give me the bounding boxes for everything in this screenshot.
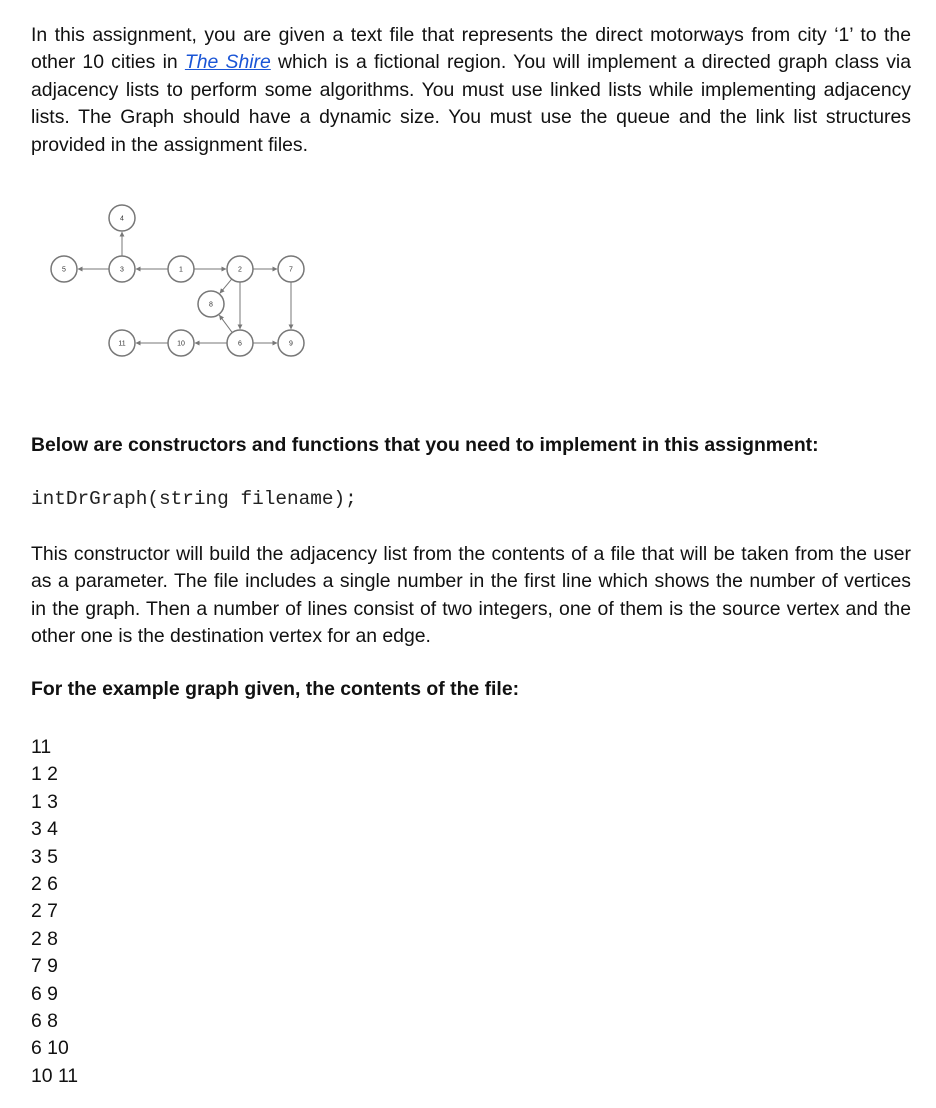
file-line: 1 3 — [31, 790, 58, 813]
graph-node-label: 9 — [289, 340, 293, 348]
example-heading: For the example graph given, the contents of the file: — [31, 678, 520, 700]
graph-node-label: 1 — [179, 266, 183, 274]
graph-node-9 — [278, 330, 304, 356]
file-line: 3 4 — [31, 818, 58, 841]
graph-node-label: 7 — [289, 266, 293, 274]
graph-node-label: 11 — [118, 340, 126, 348]
file-line: 11 — [31, 736, 52, 758]
intro-text-before: In this assignment, you are given a text file that represents the direct motorways from city ‘1’ to the other 10 cities in — [31, 24, 911, 74]
file-line: 6 8 — [31, 1010, 58, 1033]
graph-node-label: 8 — [209, 301, 213, 309]
file-line: 3 5 — [31, 845, 58, 868]
graph-node-label: 4 — [120, 215, 124, 223]
file-line: 1 2 — [31, 763, 58, 786]
example-graph-diagram — [40, 196, 340, 366]
graph-edge-2-8 — [220, 279, 232, 293]
file-line: 2 7 — [31, 900, 58, 923]
graph-node-4 — [109, 205, 135, 231]
file-line: 2 6 — [31, 873, 58, 896]
graph-edge-6-8 — [219, 315, 232, 332]
file-line: 10 11 — [31, 1064, 79, 1087]
graph-node-7 — [278, 256, 304, 282]
graph-node-8 — [198, 291, 224, 317]
intro-paragraph — [31, 22, 911, 159]
constructor-signature: intDrGraph(string filename); — [31, 488, 357, 510]
file-line: 6 10 — [31, 1037, 69, 1060]
file-line: 7 9 — [31, 955, 58, 978]
file-line: 6 9 — [31, 982, 58, 1005]
graph-node-label: 5 — [62, 266, 66, 274]
constructor-description: This constructor will build the adjacency list from the contents of a file that will be taken from the user as a parameter. The file includes a single number in the first line which shows the number of vertices in the graph. Then a number of lines consist of two integers, one of them is the source vertex and the other one is the destination vertex for an edge. — [31, 543, 911, 648]
graph-node-6 — [227, 330, 253, 356]
graph-node-2 — [227, 256, 253, 282]
graph-node-label: 3 — [120, 266, 124, 274]
graph-edges — [78, 232, 291, 343]
graph-node-10 — [168, 330, 194, 356]
file-line: 2 8 — [31, 927, 58, 950]
graph-node-11 — [109, 330, 135, 356]
graph-nodes — [51, 205, 304, 356]
graph-node-label: 2 — [238, 266, 242, 274]
file-contents-list — [31, 734, 78, 1090]
section-heading: Below are constructors and functions that you need to implement in this assignment: — [31, 434, 819, 456]
graph-node-label: 10 — [177, 340, 185, 348]
graph-node-1 — [168, 256, 194, 282]
graph-node-label: 6 — [238, 340, 242, 348]
the-shire-link[interactable]: The Shire — [184, 51, 271, 74]
graph-node-5 — [51, 256, 77, 282]
intro-text-after: which is a fictional region. You will implement a directed graph class via adjacency lists to perform some algorithms. You must use linked lists while implementing adjacency lists. The Graph should have a dynamic size. You must use the queue and the link list structures provided in the assignment files. — [31, 51, 911, 156]
graph-node-3 — [109, 256, 135, 282]
